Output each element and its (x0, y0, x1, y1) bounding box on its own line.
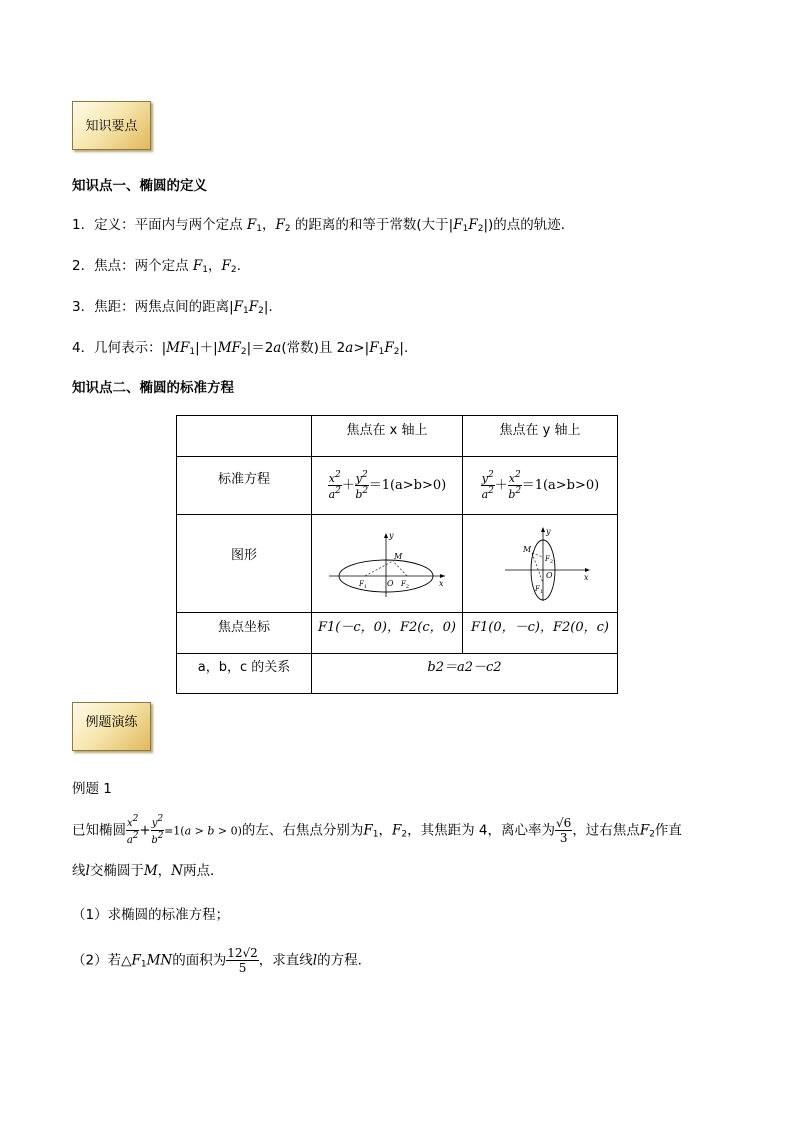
example-line-1: 已知椭圆 $\frac{x^2}{a^2}$ + $\frac{y^2}{b^2}$ =1(a > b > 0)的左、右焦点分别为$F_1$，$F_2$，其焦距为 4，离心率为 $\frac{√6}{3}$ ，过右焦点$F_2$作直 (72, 814, 682, 846)
kp1-item-3: 3．焦距：两焦点间的距离$|F_1F_2|$. (72, 299, 273, 316)
kp1-item-2: 2．焦点：两个定点 $F_1$，$F_2$. (72, 258, 241, 275)
svg-text:F2: $F_2$ (401, 579, 410, 590)
svg-text:M: M (394, 551, 403, 561)
svg-text:y: y (546, 526, 551, 536)
svg-text:y: y (389, 530, 394, 540)
kp1-item-4: 4．几何表示：$|MF_1|+|MF_2|=2a$(常数)且 $2a>|F_1F_2|$. (72, 340, 409, 357)
std-equation-y: $\frac{y^2}{a^2}$ ＋ $\frac{x^2}{b^2}$ ＝1(a>b>0) (463, 457, 618, 515)
svg-text:M: M (523, 544, 532, 554)
example-line-2: 线l交椭圆于M，N两点． (72, 863, 224, 879)
table-header-y-axis: 焦点在 y 轴上 (463, 416, 618, 457)
std-equation-x: $\frac{x^2}{a^2}$ ＋ $\frac{y^2}{b^2}$ ＝1(a>b>0) (312, 457, 463, 515)
svg-text:O: O (387, 578, 394, 588)
svg-text:F1: $F_1$ (359, 579, 368, 590)
svg-text:x: x (439, 578, 444, 588)
question-2: （2）若$\triangle F_1MN$的面积为 $\frac{12√2}{5}$ ，求直线l的方程． (72, 946, 372, 975)
section-tag-label: 知识要点 (85, 119, 138, 134)
section-tag-knowledge (72, 101, 151, 150)
kp2-title: 知识点二、椭圆的标准方程 (72, 380, 234, 396)
ellipse-vertical-diagram (480, 525, 600, 603)
ellipse-horizontal-diagram (327, 529, 447, 599)
table-row-label-graph: 图形 (177, 515, 312, 613)
table-row-label-std: 标准方程 (177, 457, 312, 515)
svg-text:F1: $F_1$ (535, 584, 544, 595)
svg-text:x: x (584, 572, 589, 582)
question-1: （1）求椭圆的标准方程； (72, 907, 230, 923)
graph-x-axis-ellipse (312, 515, 463, 613)
section-tag-examples (72, 702, 151, 751)
graph-y-axis-ellipse (463, 515, 618, 613)
kp1-item-1: 1．定义：平面内与两个定点 $F_1$，$F_2$ 的距离的和等于常数(大于$|F_1F_2|$)的点的轨迹． (72, 217, 575, 234)
example-label: 例题 1 (72, 781, 112, 797)
table-row-label-relation: a，b，c 的关系 (177, 654, 312, 694)
focus-coords-y: F1(0，－c)，F2(0，c) (463, 613, 618, 654)
table-header-x-axis: 焦点在 x 轴上 (312, 416, 463, 457)
kp1-title: 知识点一、椭圆的定义 (72, 178, 207, 194)
focus-coords-x: F1(－c，0)，F2(c，0) (312, 613, 463, 654)
table-corner-cell (177, 416, 312, 457)
table-row-label-focus: 焦点坐标 (177, 613, 312, 654)
section-tag-label: 例题演练 (85, 715, 138, 730)
svg-text:O: O (546, 570, 553, 580)
abc-relation: b2＝a2－c2 (312, 654, 618, 694)
ellipse-equation-table (176, 415, 618, 694)
svg-text:F2: $F_2$ (545, 554, 554, 565)
